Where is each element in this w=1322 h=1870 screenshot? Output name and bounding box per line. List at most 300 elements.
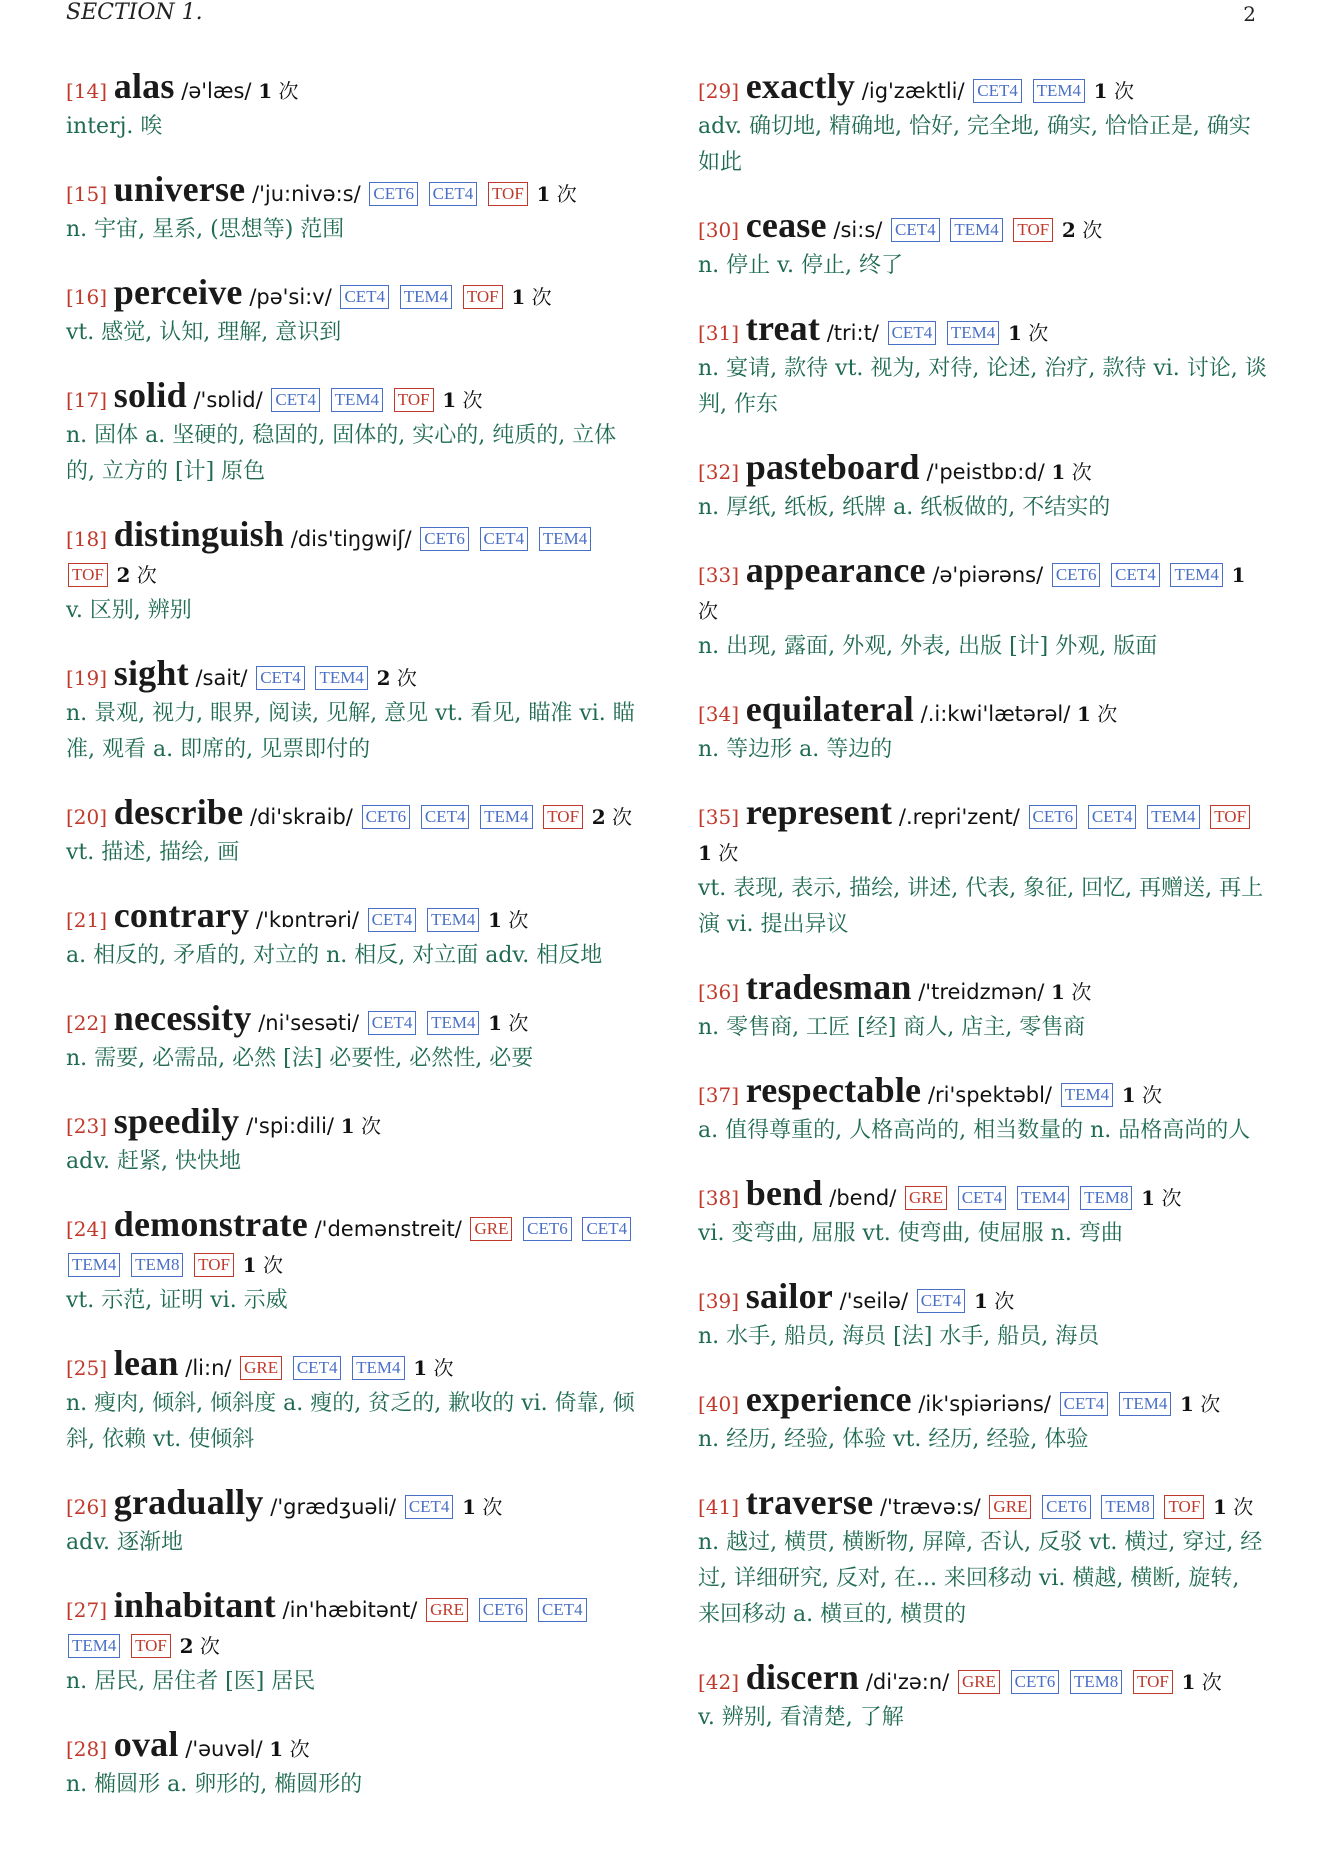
vocab-entry <box>66 897 636 974</box>
count-number: 1 <box>1121 1083 1136 1107</box>
entry-pronunciation: /.repri'zent/ <box>898 805 1020 829</box>
entry-pronunciation: /bend/ <box>829 1186 897 1210</box>
entry-number: [32] <box>698 460 740 484</box>
exam-tag-badge: CET4 <box>1060 1392 1109 1416</box>
entry-headline <box>66 1206 636 1283</box>
entry-word: represent <box>745 792 893 832</box>
entry-word: discern <box>745 1657 860 1697</box>
occurrence-count <box>341 1114 381 1138</box>
count-number: 1 <box>1051 980 1065 1004</box>
entry-word: perceive <box>113 272 243 312</box>
count-unit: 次 <box>1071 460 1092 484</box>
exam-tag-badge: CET4 <box>917 1289 966 1313</box>
vocab-entry <box>66 794 636 871</box>
entry-headline <box>66 1345 636 1386</box>
entry-definition: n. 固体 a. 坚硬的, 稳固的, 固体的, 实心的, 纯质的, 立体的, 立方的 [计] 原色 <box>66 423 617 484</box>
entry-headline <box>698 68 1268 109</box>
entry-number: [17] <box>66 388 108 412</box>
count-number: 1 <box>1231 563 1246 587</box>
entry-definition: n. 厚纸, 纸板, 纸牌 a. 纸板做的, 不结实的 <box>698 495 1111 520</box>
entry-pronunciation: /ig'zæktli/ <box>861 79 965 103</box>
entry-headline <box>698 1381 1268 1422</box>
exam-tag-badge: TOF <box>194 1253 234 1277</box>
entry-headline <box>698 1278 1268 1319</box>
exam-tag-badge: CET4 <box>293 1356 342 1380</box>
count-unit: 次 <box>531 285 552 309</box>
entry-number: [42] <box>698 1670 740 1694</box>
entry-pronunciation: /ə'piərəns/ <box>932 563 1044 587</box>
occurrence-count <box>1141 1186 1181 1210</box>
count-unit: 次 <box>698 599 718 623</box>
exam-tag-badge: CET4 <box>891 218 940 242</box>
exam-tag-badge: CET6 <box>1011 1670 1060 1694</box>
exam-tag-badge: CET4 <box>429 182 478 206</box>
entry-headline <box>698 552 1268 629</box>
count-unit: 次 <box>1233 1495 1254 1519</box>
entry-word: oval <box>113 1724 179 1764</box>
occurrence-count <box>243 1253 283 1277</box>
entry-pronunciation: /ik'spiəriəns/ <box>918 1392 1051 1416</box>
entry-headline <box>698 691 1268 732</box>
entry-definition: a. 相反的, 矛盾的, 对立的 n. 相反, 对立面 adv. 相反地 <box>66 943 603 968</box>
vocab-entry <box>66 1484 636 1561</box>
entry-pronunciation: /di'zə:n/ <box>865 1670 950 1694</box>
entry-headline <box>66 1726 636 1767</box>
exam-tag-badge: TEM8 <box>1101 1495 1153 1519</box>
entry-pronunciation: /'spi:dili/ <box>246 1114 334 1138</box>
vocab-entry <box>698 1381 1268 1458</box>
vocab-entry <box>698 1072 1268 1149</box>
count-unit: 次 <box>360 1114 381 1138</box>
entry-pronunciation: /pə'si:v/ <box>249 285 332 309</box>
count-unit: 次 <box>482 1495 503 1519</box>
page-header <box>66 0 1256 30</box>
occurrence-count <box>1051 460 1091 484</box>
entry-word: necessity <box>113 998 252 1038</box>
entry-definition: vt. 描述, 描绘, 画 <box>66 840 240 865</box>
vocab-entry <box>66 1726 636 1803</box>
count-unit: 次 <box>1200 1392 1221 1416</box>
entry-headline <box>698 969 1268 1010</box>
exam-tag-badge: CET6 <box>523 1217 572 1241</box>
exam-tag-badge: TEM4 <box>1017 1186 1069 1210</box>
count-number: 1 <box>698 841 712 865</box>
count-number: 1 <box>1212 1495 1227 1519</box>
entry-word: respectable <box>745 1070 922 1110</box>
exam-tag-badge: CET4 <box>582 1217 631 1241</box>
entry-definition: adv. 赶紧, 快快地 <box>66 1149 241 1174</box>
occurrence-count <box>511 285 551 309</box>
exam-tag-badge: CET4 <box>1088 805 1137 829</box>
occurrence-count <box>488 908 528 932</box>
exam-tag-badge: TEM8 <box>1070 1670 1122 1694</box>
count-number: 1 <box>488 908 502 932</box>
entry-definition: n. 需要, 必需品, 必然 [法] 必要性, 必然性, 必要 <box>66 1046 534 1071</box>
count-unit: 次 <box>396 666 417 690</box>
count-unit: 次 <box>1097 702 1118 726</box>
count-unit: 次 <box>1082 218 1103 242</box>
entry-definition: n. 停止 v. 停止, 终了 <box>698 253 903 278</box>
vocab-entry <box>698 1484 1268 1633</box>
exam-tag-badge: CET4 <box>256 666 305 690</box>
exam-tag-badge: CET4 <box>405 1495 454 1519</box>
count-unit: 次 <box>1071 980 1092 1004</box>
entry-definition: n. 零售商, 工匠 [经] 商人, 店主, 零售商 <box>698 1015 1086 1040</box>
exam-tag-badge: TEM4 <box>331 388 383 412</box>
exam-tag-badge: TOF <box>1133 1670 1173 1694</box>
occurrence-count <box>269 1737 309 1761</box>
entry-pronunciation: /in'hæbitənt/ <box>282 1598 418 1622</box>
count-number: 2 <box>116 563 131 587</box>
entry-pronunciation: /dis'tiŋgwiʃ/ <box>290 527 412 551</box>
entry-headline <box>698 310 1268 351</box>
vocab-entry <box>66 274 636 351</box>
entry-headline <box>698 207 1268 248</box>
entry-headline <box>66 1484 636 1525</box>
vocab-entry <box>66 171 636 248</box>
exam-tag-badge: TEM4 <box>1147 805 1199 829</box>
count-unit: 次 <box>278 79 299 103</box>
occurrence-count <box>1213 1495 1253 1519</box>
entry-pronunciation: /sait/ <box>195 666 248 690</box>
count-number: 1 <box>974 1289 988 1313</box>
entry-headline <box>698 794 1268 871</box>
entry-definition: vt. 示范, 证明 vi. 示威 <box>66 1288 288 1313</box>
entry-word: bend <box>745 1173 823 1213</box>
vocab-entry <box>698 449 1268 526</box>
count-number: 1 <box>1141 1186 1156 1210</box>
exam-tag-badge: CET4 <box>1111 563 1160 587</box>
exam-tag-badge: TEM4 <box>1170 563 1222 587</box>
entry-headline <box>66 897 636 938</box>
entry-headline <box>66 655 636 696</box>
occurrence-count <box>536 182 576 206</box>
entry-word: appearance <box>745 550 926 590</box>
count-number: 1 <box>1181 1670 1196 1694</box>
entry-number: [14] <box>66 79 108 103</box>
entry-definition: adv. 逐渐地 <box>66 1530 184 1555</box>
entry-pronunciation: /'kɒntrəri/ <box>255 908 359 932</box>
exam-tag-badge: TEM4 <box>427 1011 479 1035</box>
entry-definition: n. 瘦肉, 倾斜, 倾斜度 a. 瘦的, 贫乏的, 歉收的 vi. 倚靠, 倾斜, 依赖 vt. 使倾斜 <box>66 1391 635 1452</box>
count-number: 1 <box>258 79 273 103</box>
entry-number: [36] <box>698 980 740 1004</box>
entry-word: experience <box>745 1379 912 1419</box>
occurrence-count <box>1062 218 1102 242</box>
exam-tag-badge: TOF <box>394 388 434 412</box>
exam-tag-badge: CET4 <box>368 908 417 932</box>
entry-definition: n. 宇宙, 星系, (思想等) 范围 <box>66 217 345 242</box>
entry-pronunciation: /'demənstreit/ <box>314 1217 462 1241</box>
entry-definition: n. 居民, 居住者 [医] 居民 <box>66 1669 316 1694</box>
vocab-entry <box>66 1000 636 1077</box>
entry-number: [39] <box>698 1289 740 1313</box>
exam-tag-badge: TEM4 <box>539 527 591 551</box>
count-unit: 次 <box>262 1253 283 1277</box>
count-number: 1 <box>1051 460 1066 484</box>
occurrence-count <box>592 805 632 829</box>
exam-tag-badge: CET4 <box>480 527 529 551</box>
vocab-entry <box>66 68 636 145</box>
count-unit: 次 <box>508 908 529 932</box>
exam-tag-badge: CET4 <box>888 321 937 345</box>
entry-number: [28] <box>66 1737 108 1761</box>
entry-number: [33] <box>698 563 740 587</box>
occurrence-count <box>1182 1670 1222 1694</box>
vocab-entry <box>698 1278 1268 1355</box>
entry-pronunciation: /'trævə:s/ <box>879 1495 981 1519</box>
page-number: 2 <box>1243 2 1256 26</box>
count-unit: 次 <box>136 563 157 587</box>
count-number: 1 <box>1077 702 1091 726</box>
exam-tag-badge: TEM4 <box>315 666 367 690</box>
count-number: 1 <box>536 182 551 206</box>
vocab-entry <box>66 1587 636 1700</box>
occurrence-count <box>1077 702 1117 726</box>
entry-definition: n. 等边形 a. 等边的 <box>698 737 893 762</box>
entry-headline <box>698 449 1268 490</box>
entry-pronunciation: /'seilə/ <box>839 1289 909 1313</box>
entry-word: pasteboard <box>745 447 920 487</box>
entry-definition: vt. 感觉, 认知, 理解, 意识到 <box>66 320 342 345</box>
exam-tag-badge: TOF <box>463 285 503 309</box>
entry-word: speedily <box>113 1101 240 1141</box>
occurrence-count <box>413 1356 453 1380</box>
entry-pronunciation: /tri:t/ <box>826 321 879 345</box>
exam-tag-badge: TOF <box>488 182 528 206</box>
count-unit: 次 <box>199 1634 220 1658</box>
count-unit: 次 <box>1113 79 1134 103</box>
entry-definition: vi. 变弯曲, 屈服 vt. 使弯曲, 使屈服 n. 弯曲 <box>698 1221 1123 1246</box>
entry-word: sight <box>113 653 189 693</box>
vocab-entry <box>698 207 1268 284</box>
count-unit: 次 <box>1201 1670 1222 1694</box>
entry-number: [27] <box>66 1598 108 1622</box>
entry-word: traverse <box>745 1482 874 1522</box>
entry-definition: n. 越过, 横贯, 横断物, 屏障, 否认, 反驳 vt. 横过, 穿过, 经过, 详细研究, 反对, 在... 来回移动 vi. 横越, 横断, 旋转, 来回移动 a. 横亘的, 横贯的 <box>698 1530 1263 1627</box>
entry-number: [31] <box>698 321 740 345</box>
vocab-entry <box>66 1345 636 1458</box>
section-title: SECTION 1. <box>66 0 203 25</box>
vocab-entry <box>698 310 1268 423</box>
exam-tag-badge: TEM4 <box>400 285 452 309</box>
exam-tag-badge: TEM4 <box>1119 1392 1171 1416</box>
entry-headline <box>66 274 636 315</box>
entry-definition: v. 辨别, 看清楚, 了解 <box>698 1705 904 1730</box>
count-number: 2 <box>1061 218 1076 242</box>
exam-tag-badge: GRE <box>240 1356 282 1380</box>
count-unit: 次 <box>508 1011 529 1035</box>
entry-definition: vt. 表现, 表示, 描绘, 讲述, 代表, 象征, 回忆, 再赠送, 再上演 vi. 提出异议 <box>698 876 1264 937</box>
entry-definition: n. 经历, 经验, 体验 vt. 经历, 经验, 体验 <box>698 1427 1089 1452</box>
entry-number: [21] <box>66 908 108 932</box>
entry-word: distinguish <box>113 514 285 554</box>
exam-tag-badge: CET6 <box>1029 805 1078 829</box>
entry-pronunciation: /'treidzmən/ <box>918 980 1045 1004</box>
vocab-entry <box>698 552 1268 665</box>
entry-number: [38] <box>698 1186 740 1210</box>
count-number: 1 <box>1093 79 1108 103</box>
occurrence-count <box>117 563 157 587</box>
entry-number: [30] <box>698 218 740 242</box>
exam-tag-badge: CET6 <box>369 182 418 206</box>
occurrence-count <box>698 841 738 865</box>
exam-tag-badge: GRE <box>426 1598 468 1622</box>
entry-word: sailor <box>745 1276 833 1316</box>
exam-tag-badge: TOF <box>543 805 583 829</box>
entry-definition: interj. 唉 <box>66 114 163 139</box>
vocab-entry <box>66 516 636 629</box>
occurrence-count <box>1008 321 1048 345</box>
entry-headline <box>66 68 636 109</box>
count-number: 1 <box>442 388 457 412</box>
entry-headline <box>66 794 636 835</box>
count-number: 1 <box>488 1011 503 1035</box>
count-unit: 次 <box>1142 1083 1163 1107</box>
entry-definition: n. 景观, 视力, 眼界, 阅读, 见解, 意见 vt. 看见, 瞄准 vi. 瞄准, 观看 a. 即席的, 见票即付的 <box>66 701 635 762</box>
exam-tag-badge: CET4 <box>958 1186 1007 1210</box>
entry-number: [40] <box>698 1392 740 1416</box>
exam-tag-badge: TEM4 <box>68 1634 120 1658</box>
exam-tag-badge: CET4 <box>538 1598 587 1622</box>
exam-tag-badge: CET6 <box>362 805 411 829</box>
exam-tag-badge: TOF <box>1210 805 1250 829</box>
entry-headline <box>66 377 636 418</box>
vocab-entry <box>698 691 1268 768</box>
entry-word: solid <box>113 375 187 415</box>
occurrence-count <box>442 388 482 412</box>
exam-tag-badge: TEM4 <box>68 1253 120 1277</box>
occurrence-count <box>462 1495 502 1519</box>
entry-headline <box>698 1659 1268 1700</box>
exam-tag-badge: TOF <box>1013 218 1053 242</box>
entry-headline <box>66 1587 636 1664</box>
occurrence-count <box>1051 980 1091 1004</box>
occurrence-count <box>1180 1392 1220 1416</box>
exam-tag-badge: CET6 <box>479 1598 528 1622</box>
exam-tag-badge: CET4 <box>368 1011 417 1035</box>
count-unit: 次 <box>462 388 483 412</box>
count-unit: 次 <box>1161 1186 1182 1210</box>
count-number: 1 <box>1007 321 1022 345</box>
entry-pronunciation: /ri'spektəbl/ <box>927 1083 1052 1107</box>
exam-tag-badge: TEM4 <box>480 805 532 829</box>
occurrence-count <box>1094 79 1134 103</box>
entry-number: [35] <box>698 805 740 829</box>
entry-number: [16] <box>66 285 108 309</box>
exam-tag-badge: TEM4 <box>950 218 1002 242</box>
entry-number: [15] <box>66 182 108 206</box>
exam-tag-badge: CET4 <box>340 285 389 309</box>
exam-tag-badge: TOF <box>68 563 108 587</box>
entry-number: [19] <box>66 666 108 690</box>
entry-word: universe <box>113 169 246 209</box>
entry-pronunciation: /'grædʒuəli/ <box>270 1495 397 1519</box>
entry-word: equilateral <box>745 689 914 729</box>
exam-tag-badge: CET6 <box>420 527 469 551</box>
entry-word: contrary <box>113 895 250 935</box>
vocab-entry <box>698 794 1268 943</box>
entry-number: [29] <box>698 79 740 103</box>
count-number: 2 <box>591 805 606 829</box>
entry-number: [18] <box>66 527 108 551</box>
entry-word: inhabitant <box>113 1585 276 1625</box>
count-number: 1 <box>1180 1392 1194 1416</box>
entry-number: [26] <box>66 1495 108 1519</box>
entry-pronunciation: /'sɒlid/ <box>193 388 263 412</box>
count-number: 1 <box>242 1253 257 1277</box>
exam-tag-badge: GRE <box>470 1217 512 1241</box>
exam-tag-badge: TEM4 <box>1033 79 1085 103</box>
entry-number: [41] <box>698 1495 740 1519</box>
entry-pronunciation: /ni'sesəti/ <box>258 1011 360 1035</box>
count-unit: 次 <box>1028 321 1049 345</box>
count-number: 2 <box>179 1634 194 1658</box>
count-unit: 次 <box>718 841 739 865</box>
entry-definition: v. 区别, 辨别 <box>66 598 192 623</box>
entry-headline <box>698 1072 1268 1113</box>
entry-pronunciation: /si:s/ <box>833 218 883 242</box>
entry-pronunciation: /.i:kwi'lætərəl/ <box>920 702 1071 726</box>
vocab-entry <box>698 1175 1268 1252</box>
count-unit: 次 <box>612 805 633 829</box>
occurrence-count <box>974 1289 1014 1313</box>
entry-word: tradesman <box>745 967 912 1007</box>
exam-tag-badge: TOF <box>1164 1495 1204 1519</box>
entry-headline <box>66 1103 636 1144</box>
exam-tag-badge: CET6 <box>1052 563 1101 587</box>
count-number: 1 <box>269 1737 284 1761</box>
count-number: 1 <box>511 285 526 309</box>
count-unit: 次 <box>433 1356 454 1380</box>
exam-tag-badge: GRE <box>905 1186 947 1210</box>
entry-word: gradually <box>113 1482 264 1522</box>
left-column <box>66 68 636 1829</box>
exam-tag-badge: TEM8 <box>131 1253 183 1277</box>
entry-word: cease <box>745 205 827 245</box>
count-unit: 次 <box>556 182 577 206</box>
entry-word: demonstrate <box>113 1204 308 1244</box>
exam-tag-badge: TOF <box>131 1634 171 1658</box>
occurrence-count <box>180 1634 220 1658</box>
vocab-entry <box>66 1103 636 1180</box>
vocab-entry <box>698 969 1268 1046</box>
count-number: 2 <box>376 666 391 690</box>
count-unit: 次 <box>289 1737 310 1761</box>
entry-number: [34] <box>698 702 740 726</box>
vocab-entry <box>66 377 636 490</box>
entry-pronunciation: /'peistbɒ:d/ <box>926 460 1045 484</box>
entry-pronunciation: /'əuvəl/ <box>185 1737 263 1761</box>
entry-pronunciation: /di'skraib/ <box>250 805 353 829</box>
exam-tag-badge: CET6 <box>1042 1495 1091 1519</box>
exam-tag-badge: GRE <box>989 1495 1031 1519</box>
entry-number: [24] <box>66 1217 108 1241</box>
entry-number: [25] <box>66 1356 108 1380</box>
count-unit: 次 <box>994 1289 1015 1313</box>
exam-tag-badge: CET4 <box>973 79 1022 103</box>
count-number: 1 <box>462 1495 477 1519</box>
vocab-entry <box>66 1206 636 1319</box>
entry-pronunciation: /ə'læs/ <box>181 79 252 103</box>
exam-tag-badge: TEM4 <box>352 1356 404 1380</box>
exam-tag-badge: CET4 <box>271 388 320 412</box>
entry-definition: n. 出现, 露面, 外观, 外表, 出版 [计] 外观, 版面 <box>698 634 1158 659</box>
entry-pronunciation: /li:n/ <box>185 1356 232 1380</box>
occurrence-count <box>1122 1083 1162 1107</box>
exam-tag-badge: CET4 <box>421 805 470 829</box>
occurrence-count <box>377 666 417 690</box>
